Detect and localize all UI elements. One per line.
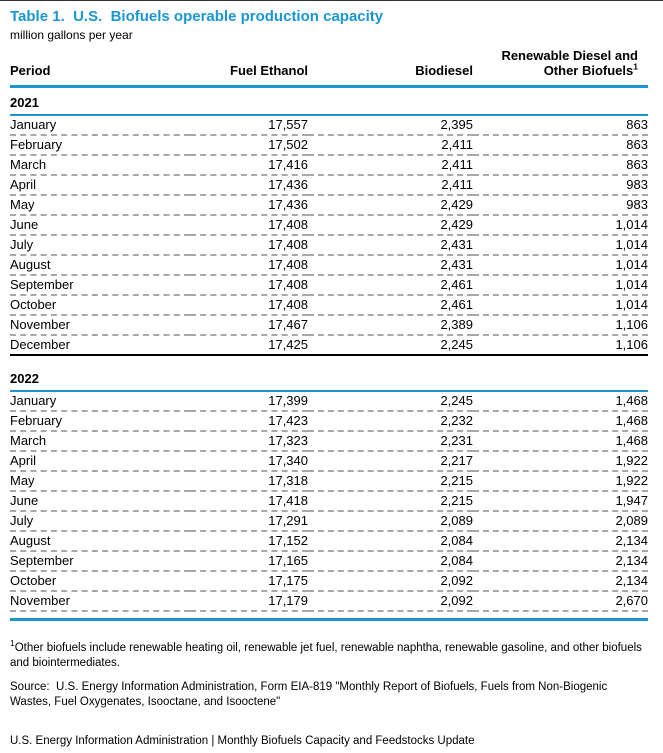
report-footer: U.S. Energy Information Administration | Monthly Biofuels Capacity and Feedstocks Update (10, 734, 475, 747)
table-row (10, 255, 648, 275)
table-header (10, 49, 648, 87)
value-cell: 17,418 (190, 491, 308, 511)
table-bottom-spacer (10, 611, 648, 619)
value-cell: 983 (473, 195, 648, 215)
value-cell: 2,411 (308, 135, 473, 155)
footnote-marker: 1 (10, 637, 15, 648)
footnote-text: Other biofuels include renewable heating oil, renewable jet fuel, renewable naphtha, renewable gasoline, and other biofuels and biointermediates. (10, 641, 646, 669)
value-cell: 863 (473, 135, 648, 155)
period-cell: August (10, 255, 190, 275)
value-cell: 2,215 (308, 471, 473, 491)
value-cell: 1,468 (473, 411, 648, 431)
period-cell: May (10, 471, 190, 491)
period-cell: June (10, 491, 190, 511)
header-spacer (10, 49, 473, 64)
footnote-marker-superscript: 1 (633, 61, 638, 72)
value-cell: 2,092 (308, 571, 473, 591)
value-cell: 2,231 (308, 431, 473, 451)
value-cell: 2,431 (308, 255, 473, 275)
value-cell: 17,436 (190, 175, 308, 195)
value-cell: 17,408 (190, 295, 308, 315)
value-cell: 2,092 (308, 591, 473, 611)
value-cell: 17,408 (190, 215, 308, 235)
biofuels-table (10, 49, 648, 621)
period-cell: September (10, 551, 190, 571)
period-cell: May (10, 195, 190, 215)
report-page (0, 8, 663, 748)
table-row (10, 115, 648, 135)
value-cell: 2,395 (308, 115, 473, 135)
period-cell: September (10, 275, 190, 295)
year-row (10, 355, 648, 391)
period-cell: December (10, 335, 190, 355)
period-cell: November (10, 315, 190, 335)
value-cell: 2,134 (473, 551, 648, 571)
value-cell: 17,502 (190, 135, 308, 155)
table-row (10, 295, 648, 315)
value-cell: 2,089 (473, 511, 648, 531)
table-row (10, 591, 648, 611)
table-row (10, 471, 648, 491)
year-label: 2022 (10, 355, 648, 391)
value-cell: 1,468 (473, 431, 648, 451)
value-cell: 17,165 (190, 551, 308, 571)
period-cell: July (10, 235, 190, 255)
value-cell: 2,411 (308, 155, 473, 175)
table-row (10, 315, 648, 335)
table-row (10, 551, 648, 571)
value-cell: 17,340 (190, 451, 308, 471)
value-cell: 2,215 (308, 491, 473, 511)
value-cell: 17,179 (190, 591, 308, 611)
value-cell: 863 (473, 115, 648, 135)
value-cell: 2,429 (308, 215, 473, 235)
value-cell: 17,291 (190, 511, 308, 531)
value-cell: 17,399 (190, 391, 308, 411)
value-cell: 1,014 (473, 215, 648, 235)
column-header-renewable-line2 (473, 61, 648, 87)
value-cell: 1,468 (473, 391, 648, 411)
value-cell: 17,175 (190, 571, 308, 591)
value-cell: 17,436 (190, 195, 308, 215)
table-row (10, 531, 648, 551)
header-row-top (10, 49, 648, 64)
value-cell: 2,245 (308, 335, 473, 355)
period-cell: June (10, 215, 190, 235)
column-header-biodiesel: Biodiesel (308, 64, 473, 87)
table-row (10, 135, 648, 155)
period-cell: October (10, 295, 190, 315)
year-label: 2021 (10, 87, 648, 116)
period-cell: July (10, 511, 190, 531)
value-cell: 2,084 (308, 551, 473, 571)
value-cell: 983 (473, 175, 648, 195)
value-cell: 2,431 (308, 235, 473, 255)
value-cell: 2,089 (308, 511, 473, 531)
value-cell: 2,232 (308, 411, 473, 431)
period-cell: January (10, 115, 190, 135)
period-cell: January (10, 391, 190, 411)
table-subtitle: million gallons per year (10, 28, 133, 42)
period-cell: March (10, 155, 190, 175)
spacer-cell (10, 611, 648, 619)
value-cell: 1,922 (473, 471, 648, 491)
value-cell: 2,084 (308, 531, 473, 551)
period-cell: February (10, 135, 190, 155)
value-cell: 17,423 (190, 411, 308, 431)
value-cell: 17,425 (190, 335, 308, 355)
column-header-fuel-ethanol: Fuel Ethanol (190, 64, 308, 87)
header-row (10, 64, 648, 87)
column-header-renewable-line1: Renewable Diesel and (501, 48, 638, 63)
value-cell: 2,411 (308, 175, 473, 195)
table-title: Table 1. U.S. Biofuels operable production capacity (10, 8, 384, 25)
value-cell: 1,106 (473, 335, 648, 355)
value-cell: 2,429 (308, 195, 473, 215)
value-cell: 17,408 (190, 235, 308, 255)
value-cell: 2,134 (473, 571, 648, 591)
value-cell: 17,408 (190, 255, 308, 275)
footnote (10, 637, 648, 671)
table-row (10, 411, 648, 431)
value-cell: 1,922 (473, 451, 648, 471)
value-cell: 17,557 (190, 115, 308, 135)
table-row (10, 511, 648, 531)
period-cell: August (10, 531, 190, 551)
value-cell: 2,217 (308, 451, 473, 471)
value-cell: 17,152 (190, 531, 308, 551)
table-row (10, 235, 648, 255)
value-cell: 2,245 (308, 391, 473, 411)
period-cell: April (10, 175, 190, 195)
period-cell: April (10, 451, 190, 471)
value-cell: 2,461 (308, 295, 473, 315)
period-cell: March (10, 431, 190, 451)
value-cell: 1,014 (473, 235, 648, 255)
value-cell: 2,389 (308, 315, 473, 335)
table-row (10, 491, 648, 511)
table-row (10, 275, 648, 295)
value-cell: 1,014 (473, 275, 648, 295)
year-section (10, 87, 648, 356)
value-cell: 1,014 (473, 295, 648, 315)
table-row (10, 155, 648, 175)
value-cell: 863 (473, 155, 648, 175)
value-cell: 2,461 (308, 275, 473, 295)
column-header-renewable-label: Other Biofuels (543, 63, 634, 78)
table-row (10, 215, 648, 235)
period-cell: November (10, 591, 190, 611)
value-cell: 17,416 (190, 155, 308, 175)
table-row (10, 195, 648, 215)
value-cell: 2,134 (473, 531, 648, 551)
year-section (10, 355, 648, 619)
value-cell: 17,467 (190, 315, 308, 335)
value-cell: 2,670 (473, 591, 648, 611)
period-cell: October (10, 571, 190, 591)
value-cell: 17,318 (190, 471, 308, 491)
top-divider (0, 0, 663, 1)
table-row (10, 571, 648, 591)
value-cell: 1,947 (473, 491, 648, 511)
period-cell: February (10, 411, 190, 431)
table-row (10, 391, 648, 411)
value-cell: 17,323 (190, 431, 308, 451)
value-cell: 1,106 (473, 315, 648, 335)
year-row (10, 87, 648, 116)
column-header-period: Period (10, 64, 190, 87)
source-line: Source: U.S. Energy Information Administration, Form EIA-819 "Monthly Report of Biofuels, Fuels from Non-Biogenic Wastes, Fuel Oxygenates, Isooctane, and Isooctene" (10, 680, 611, 708)
value-cell: 1,014 (473, 255, 648, 275)
table-row (10, 431, 648, 451)
table-row (10, 175, 648, 195)
table-row (10, 451, 648, 471)
value-cell: 17,408 (190, 275, 308, 295)
table-row (10, 335, 648, 355)
